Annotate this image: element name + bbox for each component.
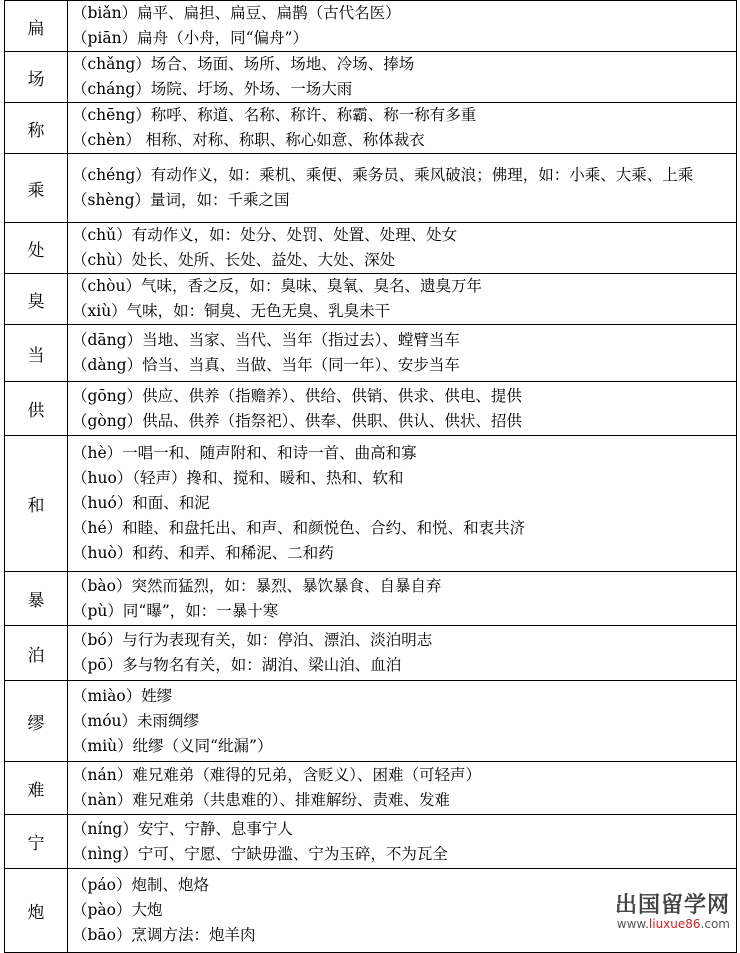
character-cell: 宁 <box>5 815 68 869</box>
readings-cell <box>68 154 737 223</box>
table-row <box>5 274 737 325</box>
reading-line: （móu）未雨绸缪 <box>72 711 200 730</box>
table-row <box>5 869 737 953</box>
table-row <box>5 681 737 762</box>
character-cell: 难 <box>5 762 68 815</box>
character-cell: 扁 <box>5 1 68 52</box>
character-cell: 泊 <box>5 626 68 681</box>
readings-cell <box>68 52 737 103</box>
table-row <box>5 1 737 52</box>
readings-cell <box>68 572 737 626</box>
character-cell: 臭 <box>5 274 68 325</box>
reading-line: （cháng）场院、圩场、外场、一场大雨 <box>72 80 353 98</box>
reading-line: （bāo）烹调方法：炮羊肉 <box>72 926 256 944</box>
reading-line: （gòng）供品、供养（指祭祀）、供奉、供职、供认、供状、招供 <box>72 411 522 430</box>
reading-line: （pù）同“曝”，如：一暴十寒 <box>72 601 279 620</box>
reading-line: （bào）突然而猛烈，如：暴烈、暴饮暴食、自暴自弃 <box>72 576 442 595</box>
reading-line: （huo）（轻声）搀和、搅和、暖和、热和、软和 <box>72 469 404 487</box>
watermark-url-prefix: www. <box>616 917 649 931</box>
character-cell: 供 <box>5 382 68 436</box>
reading-line: （pō）多与物名有关，如：湖泊、梁山泊、血泊 <box>72 656 402 674</box>
table-row <box>5 436 737 572</box>
readings-cell <box>68 815 737 869</box>
readings-cell <box>68 436 737 572</box>
character-cell: 缪 <box>5 681 68 762</box>
reading-line: （shèng）量词，如：千乘之国 <box>72 191 290 209</box>
readings-cell <box>68 223 737 274</box>
table-row <box>5 626 737 681</box>
reading-line: （dāng）当地、当家、当代、当年（指过去）、螳臂当车 <box>72 331 460 349</box>
reading-line: （chēng）称呼、称道、名称、称许、称霸、称一称有多重 <box>72 106 477 124</box>
reading-line: （huó）和面、和泥 <box>72 494 210 512</box>
character-cell: 处 <box>5 223 68 274</box>
table-row <box>5 762 737 815</box>
reading-line: （páo）炮制、炮烙 <box>72 876 209 894</box>
readings-cell <box>68 762 737 815</box>
reading-line: （nìng）宁可、宁愿、宁缺毋滥、宁为玉碎，不为瓦全 <box>72 844 448 863</box>
table-row <box>5 815 737 869</box>
table-row <box>5 103 737 154</box>
reading-line: （miù）纰缪（义同“纰漏”） <box>72 736 273 755</box>
character-cell: 和 <box>5 436 68 572</box>
table-row <box>5 382 737 436</box>
watermark-url-suffix: .com <box>700 917 730 931</box>
reading-line: （huò）和药、和弄、和稀泥、二和药 <box>72 544 334 562</box>
reading-line: （pào）大炮 <box>72 901 163 919</box>
readings-cell <box>68 869 737 953</box>
readings-cell <box>68 1 737 52</box>
reading-line: （dàng）恰当、当真、当做、当年（同一年）、安步当车 <box>72 356 460 374</box>
reading-line: （hè）一唱一和、随声附和、和诗一首、曲高和寡 <box>72 444 417 462</box>
readings-cell <box>68 626 737 681</box>
reading-line: （nán）难兄难弟（难得的兄弟，含贬义）、困难（可轻声） <box>72 766 481 784</box>
reading-line: （chǔ）有动作义，如：处分、处罚、处置、处理、处女 <box>72 226 458 244</box>
table-row <box>5 572 737 626</box>
character-cell: 炮 <box>5 869 68 953</box>
reading-line: （piān）扁舟（小舟，同“偏舟”） <box>72 29 308 47</box>
watermark-url-accent: liuxue86 <box>648 917 701 931</box>
reading-line: （chòu）气味，香之反，如：臭味、臭氧、臭名、遗臭万年 <box>72 277 482 295</box>
reading-line: （chù）处长、处所、长处、益处、大处、深处 <box>72 251 396 269</box>
reading-line: （nàn）难兄难弟（共患难的）、排难解纷、责难、发难 <box>72 791 450 809</box>
reading-line: （xiù）气味，如：铜臭、无色无臭、乳臭未干 <box>72 302 391 320</box>
reading-line: （hé）和睦、和盘托出、和声、和颜悦色、合约、和悦、和衷共济 <box>72 519 526 537</box>
character-cell: 暴 <box>5 572 68 626</box>
character-cell: 场 <box>5 52 68 103</box>
reading-line: （miào）姓缪 <box>72 686 173 705</box>
character-cell: 乘 <box>5 154 68 223</box>
watermark-title: 出国留学网 <box>614 893 730 918</box>
reading-line: （bó）与行为表现有关，如：停泊、漂泊、淡泊明志 <box>72 631 433 649</box>
table-row <box>5 52 737 103</box>
readings-cell <box>68 382 737 436</box>
reading-line: （chǎng）场合、场面、场所、场地、冷场、捧场 <box>72 55 415 73</box>
readings-cell <box>68 681 737 762</box>
table-row <box>5 154 737 223</box>
reading-line: （níng）安宁、宁静、息事宁人 <box>72 819 293 838</box>
table-row <box>5 325 737 382</box>
readings-cell <box>68 103 737 154</box>
polyphonic-character-table <box>4 0 737 953</box>
reading-line: （biǎn）扁平、扁担、扁豆、扁鹊（古代名医） <box>72 4 401 22</box>
character-cell: 称 <box>5 103 68 154</box>
character-cell: 当 <box>5 325 68 382</box>
table-row <box>5 223 737 274</box>
readings-cell <box>68 325 737 382</box>
readings-cell <box>68 274 737 325</box>
reading-line: （gōng）供应、供养（指赡养）、供给、供销、供求、供电、提供 <box>72 386 522 405</box>
reading-line: （chèn） 相称、对称、称职、称心如意、称体裁衣 <box>72 131 425 149</box>
reading-line: （chéng）有动作义，如：乘机、乘便、乘务员、乘风破浪；佛理，如：小乘、大乘、上乘 <box>72 166 694 184</box>
